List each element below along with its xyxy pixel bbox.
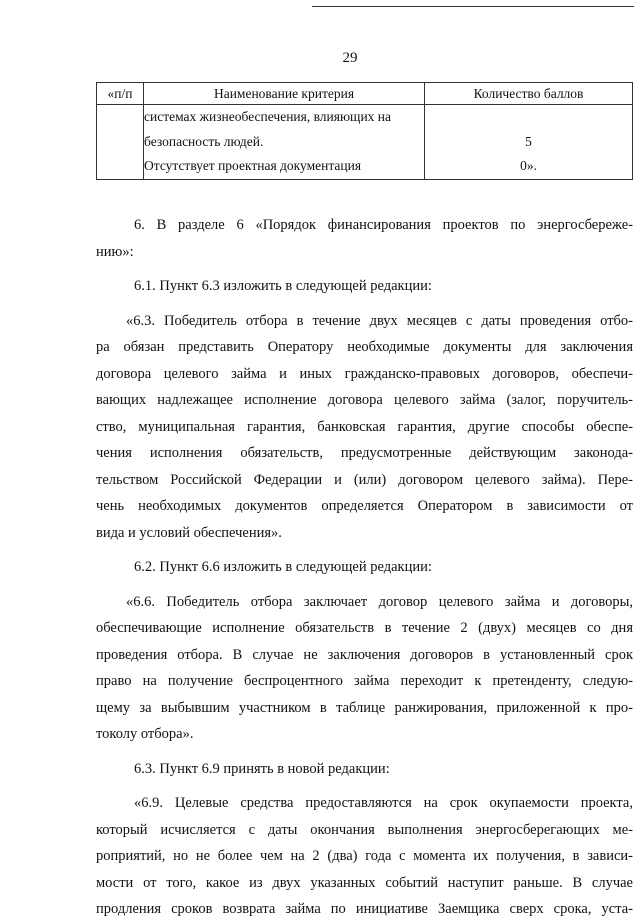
text-line: «6.6. Победитель отбора заключает договор целевого займа и договоры, — [126, 593, 633, 610]
text-line: нию»: — [96, 243, 134, 260]
header-rule — [312, 6, 634, 7]
criterion-line: Отсутствует проектная документация — [144, 158, 362, 173]
criteria-table — [96, 82, 633, 180]
number-cell — [97, 105, 144, 180]
text-line: договора целевого займа и иных гражданско-правовых договоров, обеспечи- — [96, 365, 633, 382]
text-line: ство, муниципальная гарантия, банковская гарантия, другие способы обеспе- — [96, 418, 633, 435]
text-line: мости от того, какое из двух указанных событий наступит раньше. В случае — [96, 874, 633, 891]
criterion-line: системах жизнеобеспечения, влияющих на — [144, 109, 392, 124]
text-line: щему за выбывшим участником в таблице ранжирования, приложенной к про- — [96, 699, 633, 716]
text-line: чень необходимых документов определяется Оператором в зависимости от — [96, 498, 633, 514]
text-line: 6. В разделе 6 «Порядок финансирования проектов по энергосбереже- — [134, 217, 633, 233]
text-line: проведения отбора. В случае не заключения договоров в установленный срок — [96, 646, 633, 663]
text-line: 6.3. Пункт 6.9 принять в новой редакции: — [134, 760, 390, 777]
score-cell — [425, 105, 633, 180]
text-line: вающих надлежащее исполнение договора целевого займа (залог, поручитель- — [96, 392, 633, 408]
text-line: роприятий, но не более чем на 2 (два) года с момента их получения, в зависи- — [96, 848, 633, 864]
text-line: вида и условий обеспечения». — [96, 524, 282, 541]
score-line — [425, 105, 632, 130]
score-line: 5 — [525, 133, 532, 149]
text-line: право на получение беспроцентного займа переходит к претенденту, следую- — [96, 673, 633, 689]
text-line: 6.1. Пункт 6.3 изложить в следующей редакции: — [134, 278, 432, 294]
criterion-line: безопасность людей. — [144, 133, 264, 149]
criterion-cell — [144, 105, 425, 180]
page-number: 29 — [342, 50, 358, 66]
text-line: продления сроков возврата займа по инициативе Заемщика сверх срока, уста- — [96, 901, 633, 917]
text-line: обеспечивающие исполнение обязательств в течение 2 (двух) месяцев со дня — [96, 620, 633, 636]
column-header-score: Количество баллов — [425, 83, 633, 105]
text-line: тельством Российской Федерации и (или) договором целевого займа). Пере- — [96, 471, 633, 488]
text-line: 6.2. Пункт 6.6 изложить в следующей редакции: — [134, 559, 432, 575]
table-row — [97, 105, 633, 180]
column-header-criterion: Наименование критерия — [144, 83, 425, 105]
score-line: 0». — [520, 158, 537, 173]
text-line: токолу отбора». — [96, 726, 194, 742]
text-line: «6.9. Целевые средства предоставляются на срок окупаемости проекта, — [134, 795, 633, 811]
text-line: ра обязан представить Оператору необходимые документы для заключения — [96, 339, 633, 355]
text-line: чения исполнения обязательств, предусмотренные действующим законода- — [96, 445, 633, 461]
text-line: «6.3. Победитель отбора в течение двух месяцев с даты проведения отбо- — [126, 312, 633, 329]
text-line: который исчисляется с даты окончания выполнения энергосберегающих ме- — [96, 821, 633, 838]
document-body — [96, 212, 633, 923]
table-header-row — [97, 83, 633, 105]
column-header-number: «п/п — [97, 83, 144, 105]
